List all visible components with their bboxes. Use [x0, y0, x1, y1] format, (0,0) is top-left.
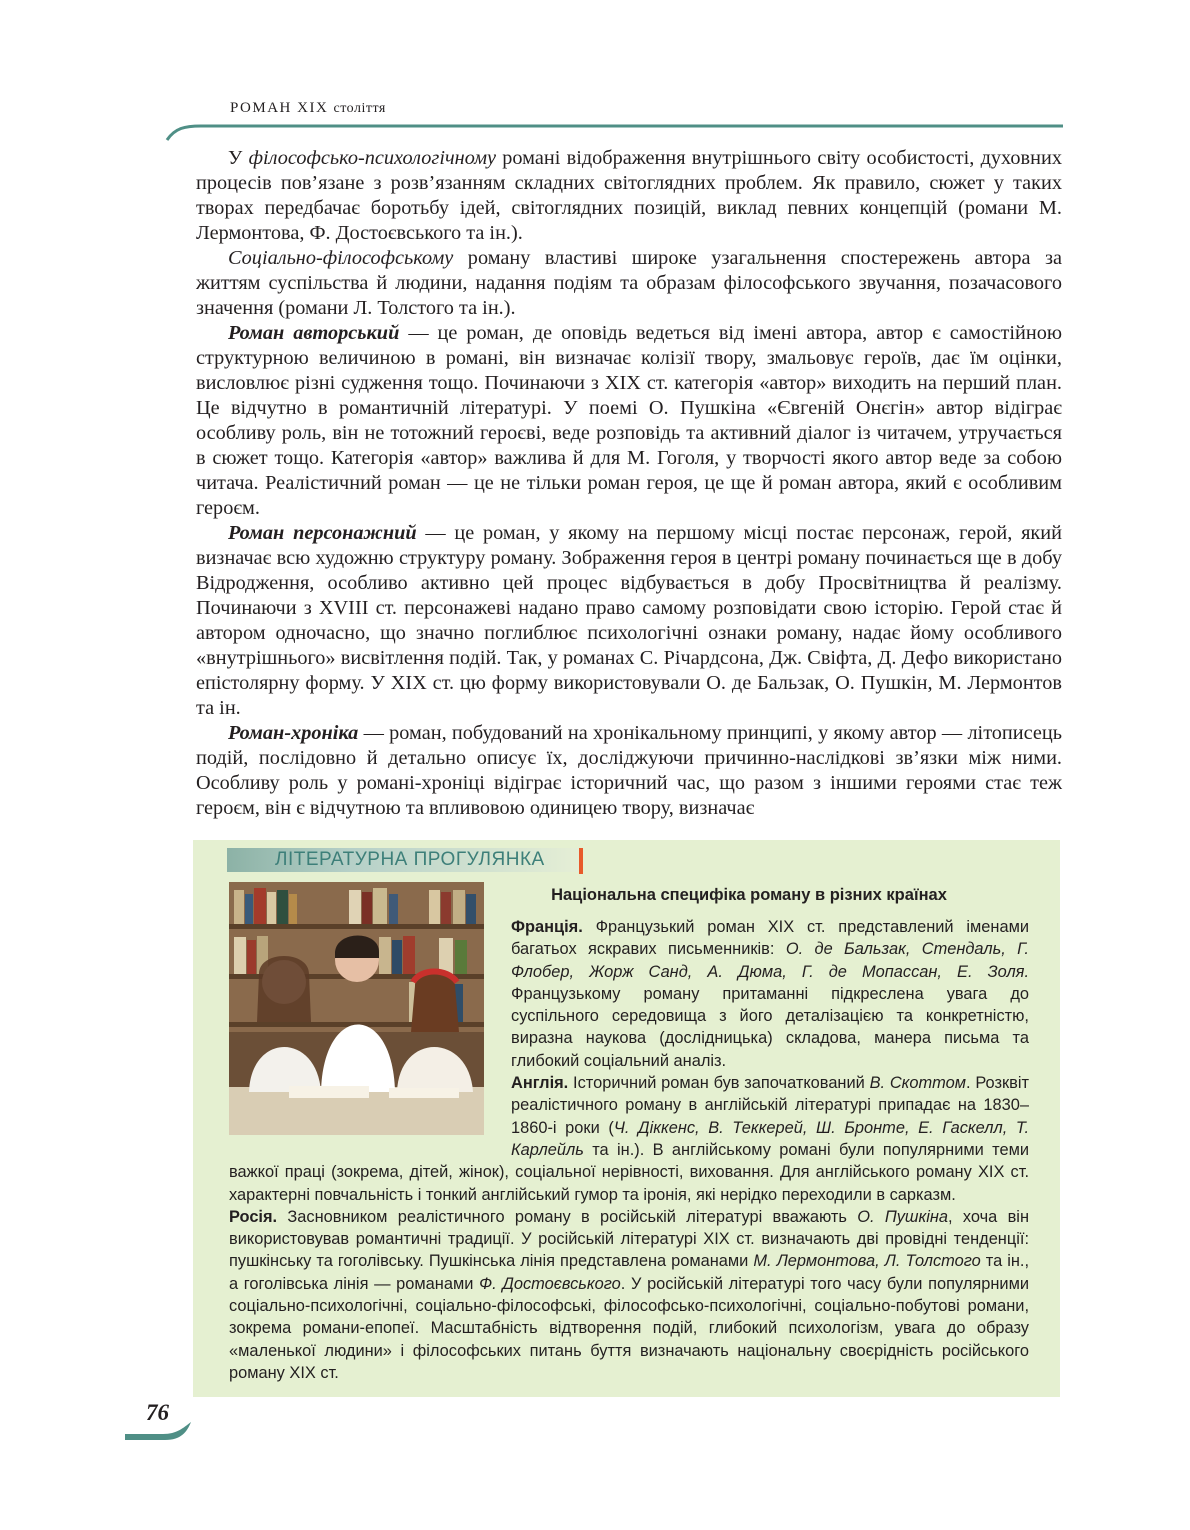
text-span: Засновником реалістичного роману в російській літературі вважають — [277, 1207, 858, 1226]
photo-spacer — [229, 916, 511, 1141]
text-span: Історичний роман був започаткований — [568, 1074, 870, 1093]
country-paragraph-russia — [229, 1206, 1029, 1384]
author-names: О. Пушкіна — [857, 1207, 949, 1226]
author-names: Ф. Достоєвського — [479, 1274, 621, 1293]
paragraph-text: роману властиві широке узагальнення спостережень автора за життям суспільства й людини, надання подіям та образам філософського звучання, позачасового значення (романи Л. Толстого та ін.). — [196, 247, 1062, 319]
country-label: Англія. — [511, 1074, 569, 1093]
article-body — [196, 146, 1062, 821]
term-heading: Роман авторський — [228, 322, 400, 344]
paragraph — [196, 321, 1062, 521]
author-names: М. Лермонтова, Л. Толстого — [753, 1252, 981, 1271]
paragraph-text: — це роман, у якому на першому місці постає персонаж, герой, який визначає всю художню структуру роману. Зображення героя в центрі роману починається ще в добу Відродження, особливо активно цей процес відбувається в добу Просвітництва й реалізму. Починаючи з XVIII ст. персонажеві надано право самому розповідати свою історію. Герой стає й автором одночасно, що значно поглиблює психологічні ознаки роману, надає йому особливого «внутрішнього» висвітлення подій. Так, у романах С. Річардсона, Дж. Свіфта, Д. Дефо використано епістолярну форму. У XIX ст. цю форму використовували О. де Бальзак, О. Пушкін, М. Лермонтов та ін. — [196, 522, 1062, 719]
text-span: . У російській літературі того часу були популярними соціально-психологічні, соціально-філософські, філософсько-психологічні, соціально-побутові романи, зокрема романи-епопеї. Масштабність відтворення подій, глибокий психологізм, увага до образу «маленької людини» і філософських питань буття визначають національну своєрідність російського роману XIX ст. — [229, 1274, 1030, 1382]
section-banner — [227, 848, 583, 872]
emphasis: філософсько-психологічному — [248, 147, 497, 169]
banner-accent-bar — [579, 848, 583, 874]
author-names: В. Скоттом — [869, 1074, 966, 1093]
term-heading: Роман персонажний — [228, 522, 417, 544]
term-heading: Роман-хроніка — [228, 722, 359, 744]
paragraph — [196, 521, 1062, 721]
paragraph-text: — це роман, де оповідь ведеться від імені автора, автор є самостійною структурною величиною в романі, він визначає колізії твору, змальовує героїв, дає їм оцінки, висловлює різні судження тощо. Починаючи з XIX ст. категорія «автор» виходить на перший план. Це відчутно в романтичній літературі. У поемі О. Пушкіна «Євгеній Онєгін» автор відіграє особливу роль, він не тотожний героєві, веде розповідь та активний діалог із читачем, утручається в сюжет тощо. Категорія «автор» важлива й для М. Гоголя, у творчості якого автор веде за собою читача. Реалістичний роман — це не тільки роман героя, це ще й роман автора, який є особливим героєм. — [196, 322, 1062, 519]
running-head — [230, 100, 386, 117]
text-span: та ін., а гоголівська лінія — романами — [229, 1252, 1029, 1293]
paragraph-prefix: У — [228, 147, 249, 169]
paragraph — [196, 246, 1062, 321]
country-label: Франція. — [511, 918, 583, 936]
banner-label: ЛІТЕРАТУРНА ПРОГУЛЯНКА — [275, 849, 545, 870]
paragraph-text: — роман, побудований на хронікальному принципі, у якому автор — літописець подій, послідовно й детально описує їх, досліджуючи причинно-наслідкові зв’язки між ними. Особливу роль у романі-хроніці відіграє історичний час, що разом з іншими героями стає теж героєм, він є відчутною та впливовою одиницею твору, визначає — [196, 722, 1062, 819]
paragraph — [196, 721, 1062, 821]
running-title-main: РОМАН XIX — [230, 100, 334, 116]
country-label: Росія. — [229, 1207, 278, 1226]
page-number: 76 — [146, 1400, 169, 1425]
curved-rule-icon — [165, 118, 1065, 148]
text-span: Французькому роману притаманні підкреслена увага до суспільного середовища з його деталізацією та конкретністю, виразна наукова (дослідницька) складова, манера письма та глибокий соціальний аналіз. — [511, 984, 1029, 1070]
box-text — [229, 916, 1029, 1384]
emphasis: Соціально-філософському — [228, 247, 454, 269]
text-span: , хоча він використовував романтичні традиції. У російській літературі XIX ст. визначають дві провідні тенденції: пушкінську та гоголівську. Пушкінська лінія представлена романами — [229, 1207, 1029, 1271]
paragraph — [196, 146, 1062, 246]
author-names: Ч. Діккенс, В. Теккерей, Ш. Бронте, Е. Гаскелл, Т. Карлейль — [511, 1118, 1029, 1159]
box-heading: Національна специфіка роману в різних країнах — [551, 886, 947, 904]
literary-walk-box — [193, 840, 1060, 1397]
leaf-flourish-icon — [125, 1422, 205, 1446]
text-span: Французький роман XIX ст. представлений іменами багатьох яскравих письменників: — [511, 918, 1029, 959]
running-title-small: століття — [333, 101, 386, 116]
paragraph-text: романі відображення внутрішнього світу особистості, духовних процесів пов’язане з розв’язанням складних світоглядних проблем. Як правило, сюжет у таких творах передбачає боротьбу ідей, світоглядних позицій, виклад певних концепцій (романи М. Лермонтова, Ф. Достоєвського та ін.). — [196, 147, 1062, 244]
author-names: О. де Бальзак, Стендаль, Г. Флобер, Жорж Санд, А. Дюма, Г. де Мопассан, Е. Золя. — [511, 940, 1029, 981]
text-span: . Розквіт реалістичного роману в англійській літературі припадає на 1830–1860-і роки ( — [511, 1074, 1030, 1137]
text-span: та ін.). В англійському романі були популярними теми важкої праці (зокрема, дітей, жінок), соціальної нерівності, виховання. Для англійського роману XIX ст. характерні повчальність і тонкий англійський гумор та іронія, які нерідко переходили в сарказм. — [229, 1140, 1029, 1204]
